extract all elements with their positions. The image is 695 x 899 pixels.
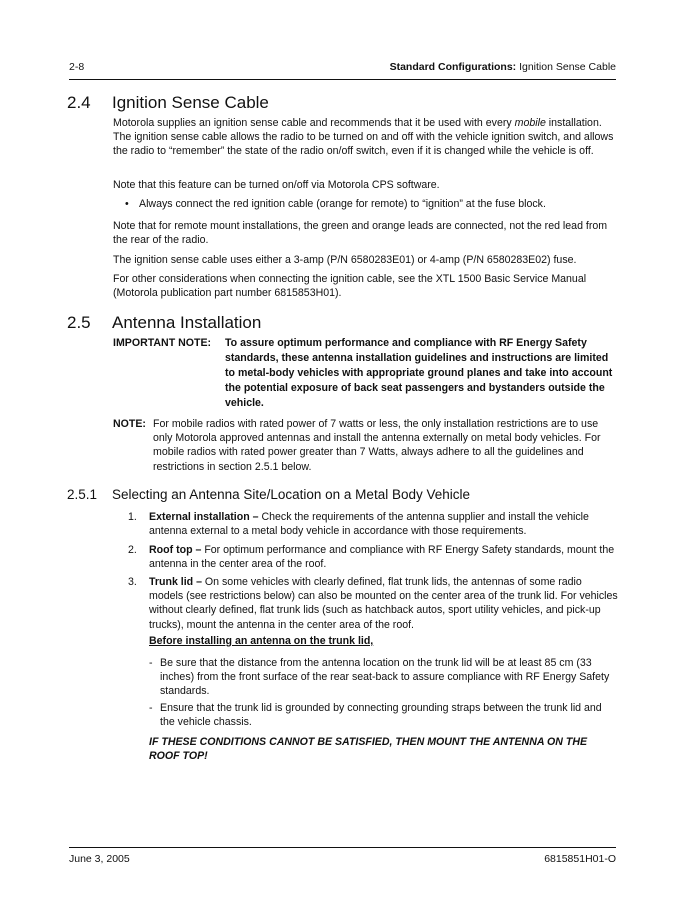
emphasis: mobile — [514, 117, 546, 129]
list-text — [149, 510, 618, 538]
section-title: Antenna Installation — [112, 313, 262, 332]
paragraph: Note that for remote mount installations, the green and orange leads are connected, not the red lead from the rear of the radio. — [113, 220, 608, 247]
footer-date: June 3, 2005 — [69, 853, 130, 865]
list-body: Check the requirements of the antenna supplier and install the vehicle antenna external to a metal body vehicle in accordance with those requirements. — [149, 511, 589, 538]
running-title — [390, 61, 616, 73]
list-number: 3. — [128, 576, 137, 588]
list-term: Trunk lid – — [149, 576, 202, 588]
dash-text: Be sure that the distance from the antenna location on the trunk lid will be at least 85 cm (33 inches) from the front surface of the rear seat-back to assure compliance with RF Energy Safety standards. — [160, 657, 610, 698]
section-number: 2.4 — [67, 93, 91, 112]
running-title-rest: Ignition Sense Cable — [516, 61, 616, 73]
paragraph: For other considerations when connecting the ignition cable, see the XTL 1500 Basic Service Manual (Motorola publication part number 6815853H01). — [113, 273, 587, 300]
list-text — [149, 543, 618, 571]
list-number: 2. — [128, 544, 137, 556]
sub-heading: Before installing an antenna on the trunk lid, — [149, 635, 374, 647]
warning-text: IF THESE CONDITIONS CANNOT BE SATISFIED, THEN MOUNT THE ANTENNA ON THE ROOF TOP! — [149, 736, 588, 763]
paragraph-text: Motorola supplies an ignition sense cable and recommends that it be used with every — [113, 117, 515, 129]
footer-rule — [69, 847, 616, 848]
list-body: On some vehicles with clearly defined, flat trunk lids, the antennas of some radio models (see restrictions below) can also be mounted on the center area of the trunk lid. For vehicles without clearly defined, flat trunk lids (such as hatchback autos, sport utility vehicles, and pick-up trucks), mount the antenna in the center area of the roof. — [149, 576, 618, 631]
paragraph — [113, 116, 617, 159]
list-text — [149, 575, 618, 632]
section-number: 2.5.1 — [67, 487, 98, 502]
list-body: For optimum performance and compliance with RF Energy Safety standards, mount the antenna in the center area of the roof. — [149, 544, 615, 571]
paragraph-text: installation. The ignition sense cable allows the radio to be turned on and off with the vehicle ignition switch, and allows the radio to “remember” the state of the radio on/off switch, even if it is changed while the vehicle is off. — [113, 117, 614, 158]
section-number: 2.5 — [67, 313, 91, 332]
bullet-text: Always connect the red ignition cable (orange for remote) to “ignition” at the fuse block. — [139, 198, 546, 210]
section-title: Selecting an Antenna Site/Location on a Metal Body Vehicle — [112, 487, 471, 502]
dash-marker: - — [149, 657, 153, 669]
note-label: NOTE: — [113, 418, 146, 430]
important-note-text: To assure optimum performance and compliance with RF Energy Safety standards, these antenna installation guidelines and instructions are limited to metal-body vehicles with appropriate ground planes and take into account the potential exposure of back seat passengers and bystanders outside the vehicle. — [225, 337, 613, 409]
footer-part-number: 6815851H01-O — [544, 853, 616, 865]
page-number: 2-8 — [69, 61, 85, 73]
running-title-bold: Standard Configurations: — [389, 61, 517, 73]
list-term: External installation – — [149, 511, 259, 523]
section-title: Ignition Sense Cable — [112, 93, 269, 112]
dash-marker: - — [149, 702, 153, 714]
dash-text: Ensure that the trunk lid is grounded by connecting grounding straps between the trunk lid and the vehicle chassis. — [160, 702, 602, 729]
list-term: Roof top – — [149, 544, 202, 556]
paragraph: Note that this feature can be turned on/off via Motorola CPS software. — [113, 179, 440, 191]
list-number: 1. — [128, 511, 137, 523]
paragraph: The ignition sense cable uses either a 3-amp (P/N 6580283E01) or 4-amp (P/N 6580283E02) fuse. — [113, 254, 577, 266]
note-text: For mobile radios with rated power of 7 watts or less, the only installation restrictions are to use only Motorola approved antennas and install the antenna externally on metal body vehicles. For mobile radios with rated power greater than 7 Watts, always adhere to all the guidelines and restrictions in section 2.5.1 below. — [153, 418, 601, 473]
important-note-label: IMPORTANT NOTE: — [113, 337, 212, 349]
header-rule — [69, 79, 616, 80]
bullet-icon: • — [125, 198, 129, 210]
